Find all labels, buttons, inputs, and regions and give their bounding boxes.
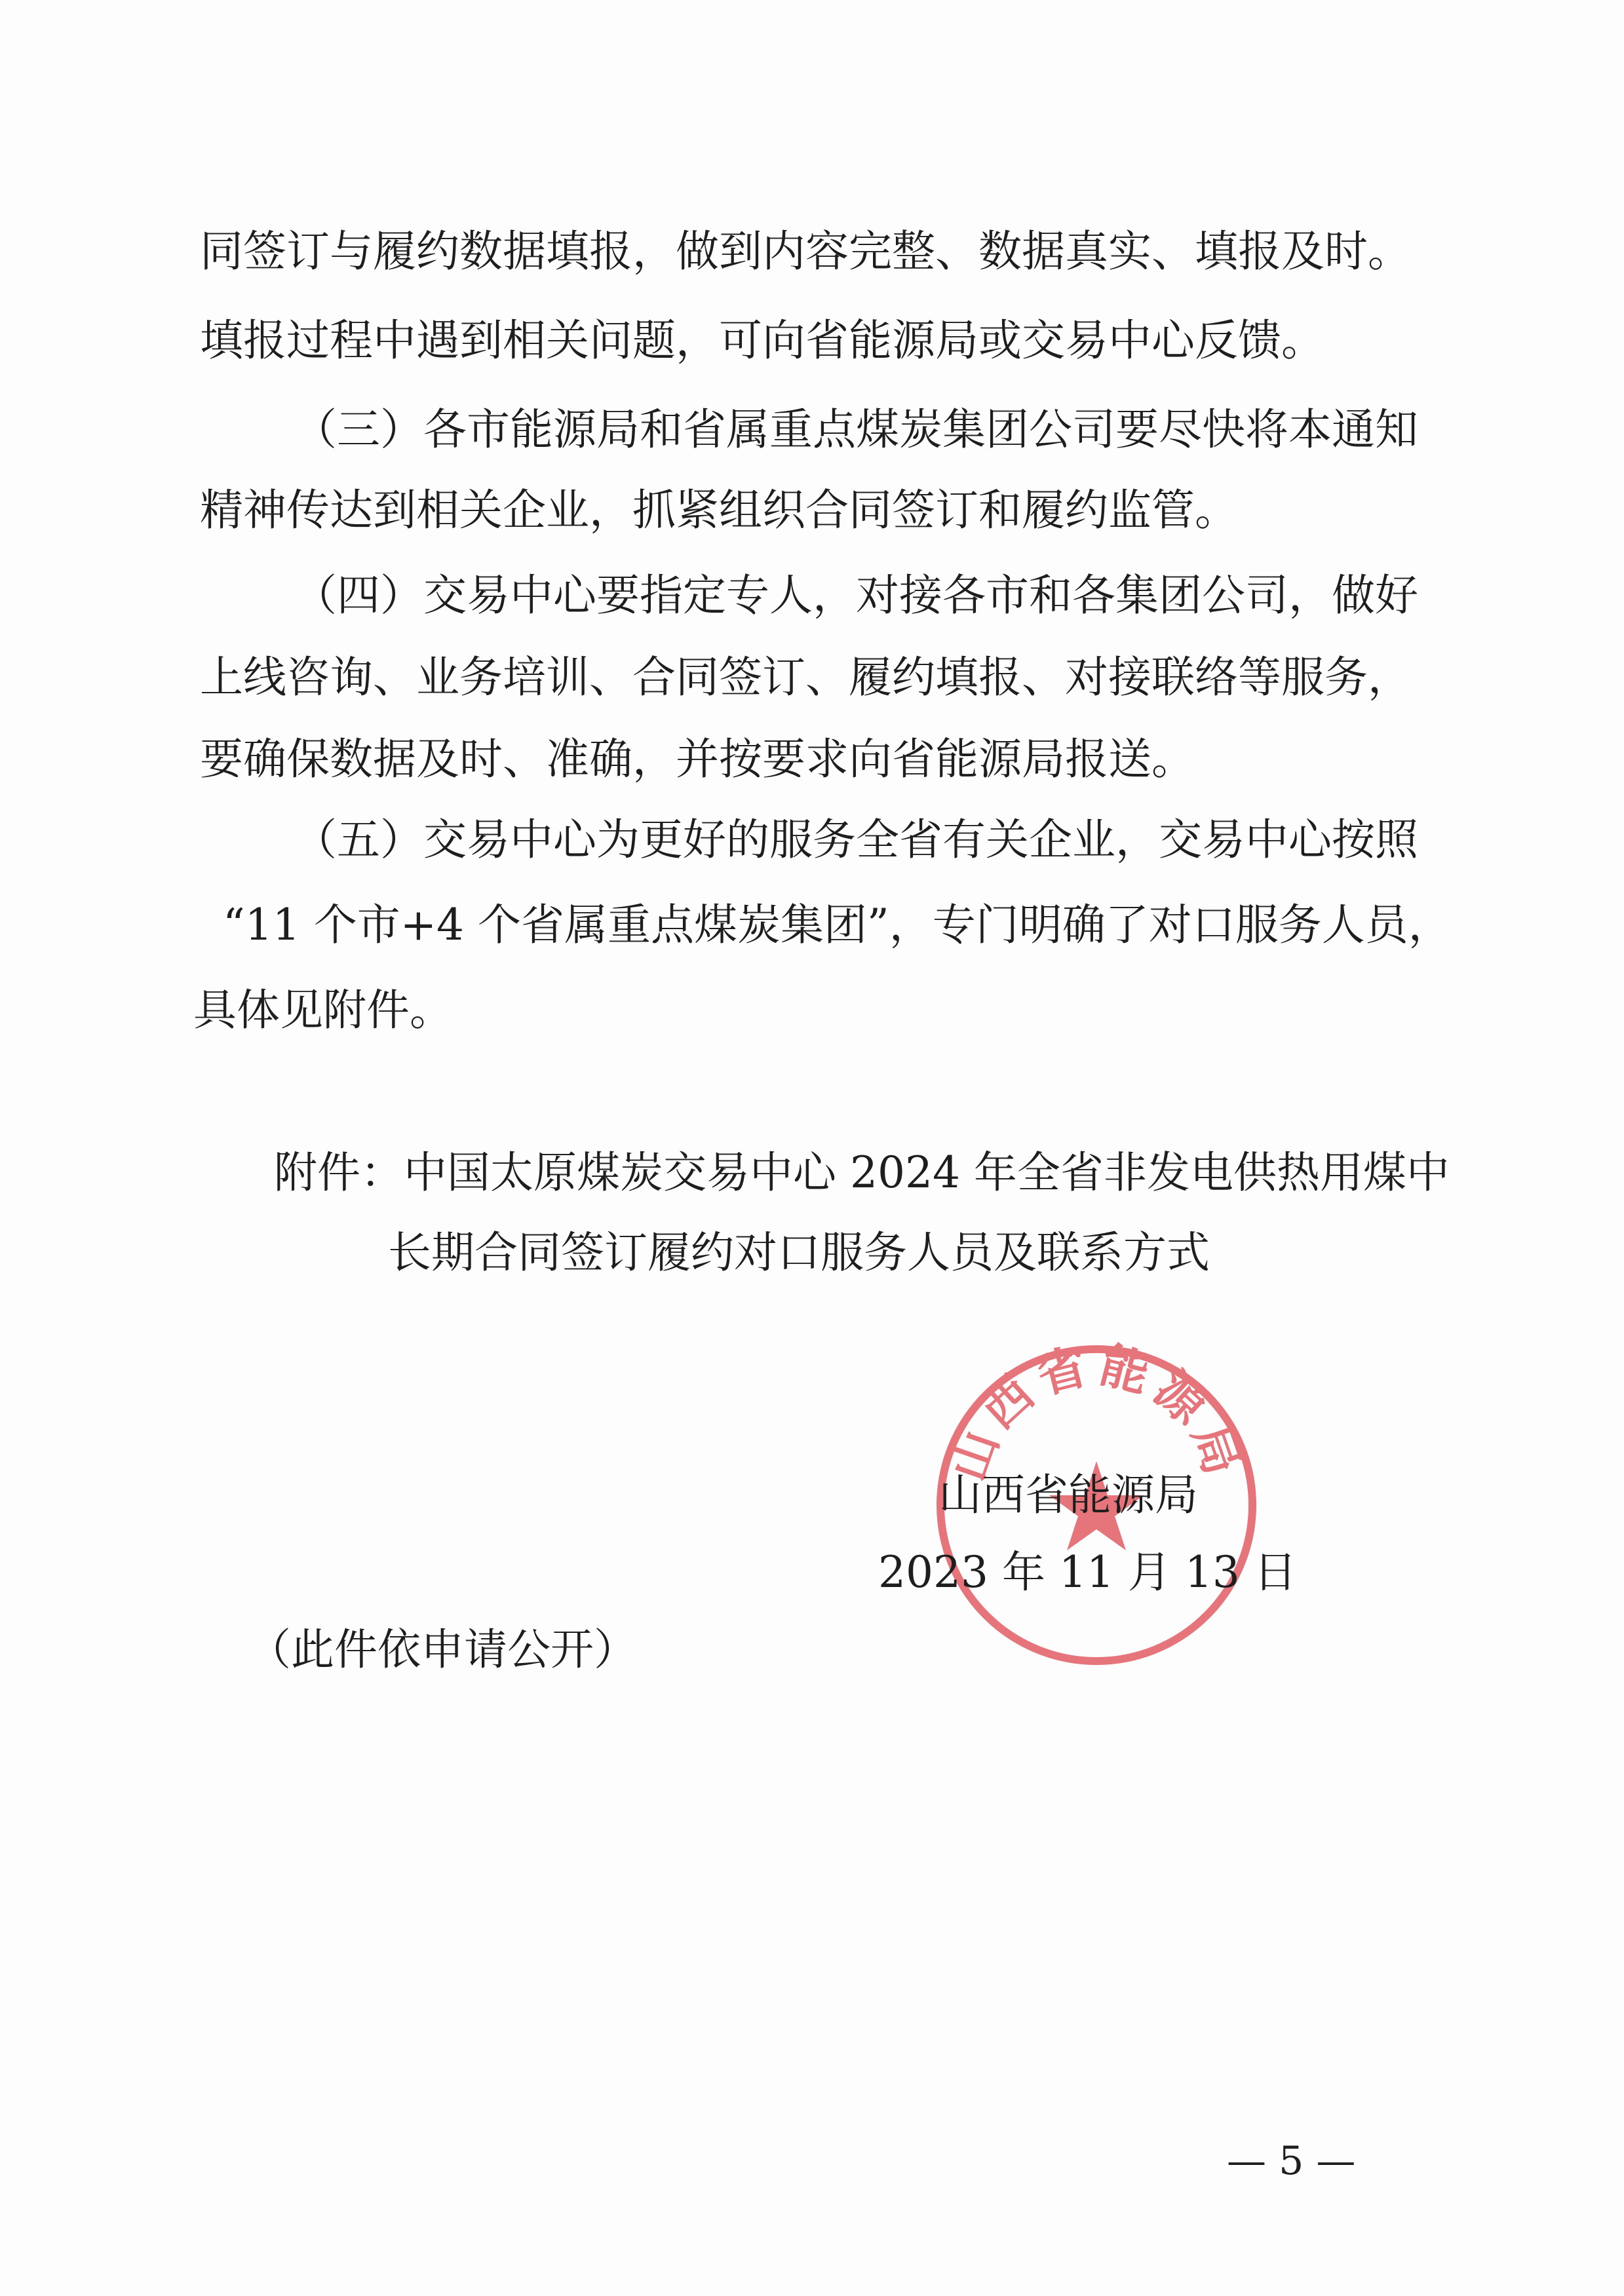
body-line-4: 精神传达到相关企业，抓紧组织合同签订和履约监管。: [200, 485, 1238, 535]
body-line-1: 同签订与履约数据填报，做到内容完整、数据真实、填报及时。: [200, 226, 1411, 277]
page-number: — 5 —: [1227, 2138, 1356, 2184]
body-line-9: “11 个市+4 个省属重点煤炭集团”，专门明确了对口服务人员，: [223, 900, 1452, 950]
body-line-5: （四）交易中心要指定专人，对接各市和各集团公司，做好: [294, 570, 1418, 621]
body-line-3: （三）各市能源局和省属重点煤炭集团公司要尽快将本通知: [294, 404, 1418, 455]
body-line-7: 要确保数据及时、准确，并按要求向省能源局报送。: [200, 734, 1195, 784]
attachment-line-1: 附件：中国太原煤炭交易中心 2024 年全省非发电供热用煤中: [274, 1147, 1450, 1198]
body-line-2: 填报过程中遇到相关问题，可向省能源局或交易中心反馈。: [200, 315, 1324, 366]
body-line-8: （五）交易中心为更好的服务全省有关企业，交易中心按照: [294, 814, 1418, 865]
svg-text:山西省能源局: 山西省能源局: [940, 1338, 1253, 1488]
body-line-6: 上线咨询、业务培训、合同签订、履约填报、对接联络等服务，: [200, 652, 1411, 702]
publicity-note: （此件依申请公开）: [248, 1624, 637, 1675]
body-line-10: 具体见附件。: [193, 985, 453, 1035]
attachment-line-2: 长期合同签订履约对口服务人员及联系方式: [388, 1227, 1210, 1278]
issuer-name: 山西省能源局: [938, 1470, 1198, 1520]
issue-date: 2023 年 11 月 13 日: [878, 1547, 1297, 1598]
